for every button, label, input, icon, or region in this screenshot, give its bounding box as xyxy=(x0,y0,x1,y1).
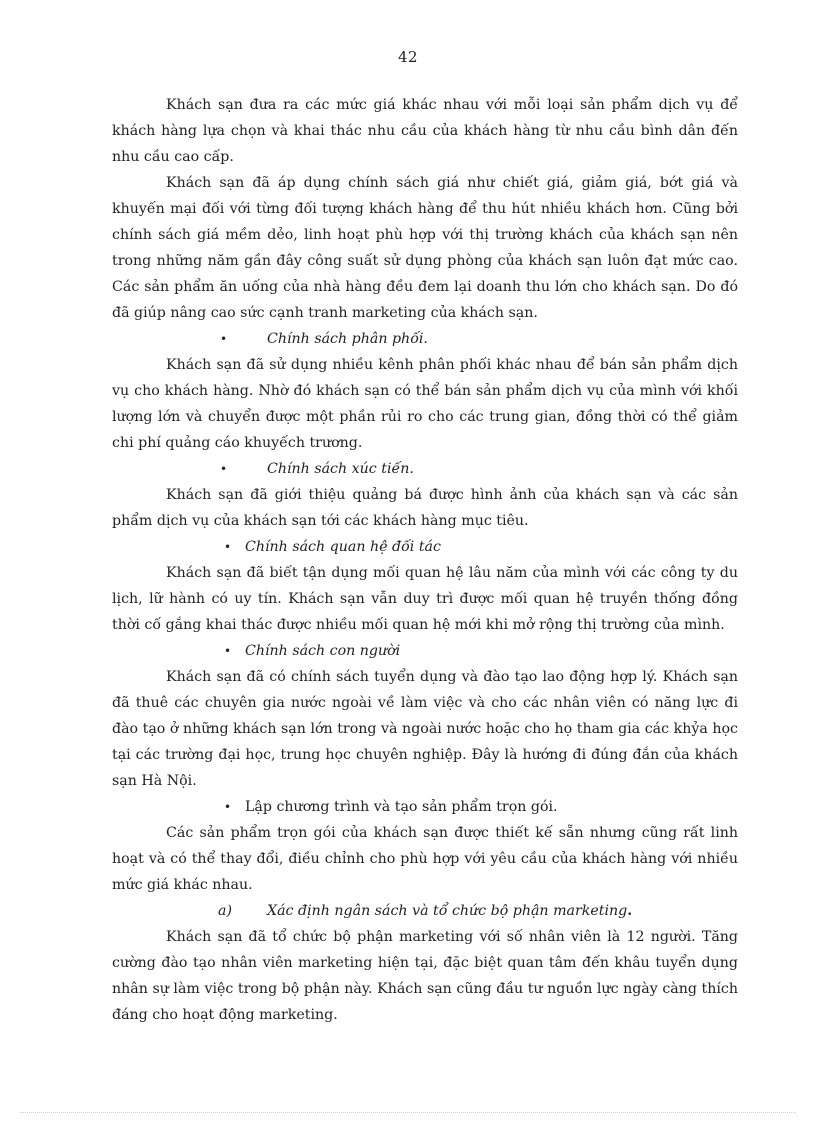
bullet-text: Chính sách phân phối. xyxy=(267,331,428,347)
bullet-item xyxy=(112,326,738,352)
page-bottom-border xyxy=(20,1112,796,1113)
paragraph: Khách sạn đưa ra các mức giá khác nhau với mỗi loại sản phẩm dịch vụ để khách hàng lựa chọn và khai thác nhu cầu của khách hàng từ nhu cầu bình dân đến nhu cầu cao cấp. xyxy=(112,97,738,165)
paragraph: Khách sạn đã tổ chức bộ phận marketing với số nhân viên là 12 người. Tăng cường đào tạo nhân viên marketing hiện tại, đặc biệt quan tâm đến khâu tuyển dụng nhân sự làm việc trong bộ phận này. Khách sạn cũng đầu tư nguồn lực ngày càng thích đáng cho hoạt động marketing. xyxy=(112,929,738,1023)
bullet-item xyxy=(112,638,738,664)
bullet-item xyxy=(112,456,738,482)
bullet-item xyxy=(112,794,738,820)
paragraph: Khách sạn đã áp dụng chính sách giá như chiết giá, giảm giá, bớt giá và khuyến mại đối với từng đối tượng khách hàng để thu hút nhiều khách hơn. Cũng bởi chính sách giá mềm dẻo, linh hoạt phù hợp với thị trường khách của khách sạn nên trong những năm gần đây công suất sử dụng phòng của khách sạn luôn đạt mức cao. Các sản phẩm ăn uống của nhà hàng đều đem lại doanh thu lớn cho khách sạn. Do đó đã giúp nâng cao sức cạnh tranh marketing của khách sạn. xyxy=(112,175,738,321)
bullet-icon: • xyxy=(224,540,232,554)
bullet-icon: • xyxy=(220,462,228,476)
section-heading xyxy=(112,898,738,924)
bullet-item xyxy=(112,534,738,560)
page-number: 42 xyxy=(397,48,419,66)
bullet-icon: • xyxy=(224,800,232,814)
bullet-text: Chính sách quan hệ đối tác xyxy=(245,539,441,555)
bullet-text: Lập chương trình và tạo sản phẩm trọn gói. xyxy=(245,799,558,815)
paragraph: Khách sạn đã có chính sách tuyển dụng và đào tạo lao động hợp lý. Khách sạn đã thuê các chuyên gia nước ngoài về làm việc và cho các nhân viên có năng lực đi đào tạo ở những khách sạn lớn trong và ngoài nước hoặc cho họ tham gia các khỷa học tại các trường đại học, trung học chuyên nghiệp. Đây là hướng đi đúng đắn của khách sạn Hà Nội. xyxy=(112,669,738,789)
heading-label: a) xyxy=(218,903,232,919)
heading-end: . xyxy=(627,903,633,919)
document-body xyxy=(112,92,738,1028)
bullet-icon: • xyxy=(220,332,228,346)
bullet-icon: • xyxy=(224,644,232,658)
paragraph: Khách sạn đã biết tận dụng mối quan hệ lâu năm của mình với các công ty du lịch, lữ hành có uy tín. Khách sạn vẫn duy trì được mối quan hệ truyền thống đồng thời cố gắng khai thác được nhiều mối quan hệ mới khi mở rộng thị trường của mình. xyxy=(112,565,738,633)
paragraph: Khách sạn đã sử dụng nhiều kênh phân phối khác nhau để bán sản phẩm dịch vụ cho khách hàng. Nhờ đó khách sạn có thể bán sản phẩm dịch vụ của mình với khối lượng lớn và chuyển được một phần rủi ro cho các trung gian, đồng thời có thể giảm chi phí quảng cáo khuyếch trương. xyxy=(112,357,738,451)
paragraph: Các sản phẩm trọn gói của khách sạn được thiết kế sẵn nhưng cũng rất linh hoạt và có thể thay đổi, điều chỉnh cho phù hợp với yêu cầu của khách hàng với nhiều mức giá khác nhau. xyxy=(112,825,738,893)
paragraph: Khách sạn đã giới thiệu quảng bá được hình ảnh của khách sạn và các sản phẩm dịch vụ của khách sạn tới các khách hàng mục tiêu. xyxy=(112,487,738,529)
bullet-text: Chính sách xúc tiến. xyxy=(267,461,414,477)
heading-text: Xác định ngân sách và tổ chức bộ phận marketing xyxy=(267,903,628,919)
bullet-text: Chính sách con người xyxy=(245,643,401,659)
